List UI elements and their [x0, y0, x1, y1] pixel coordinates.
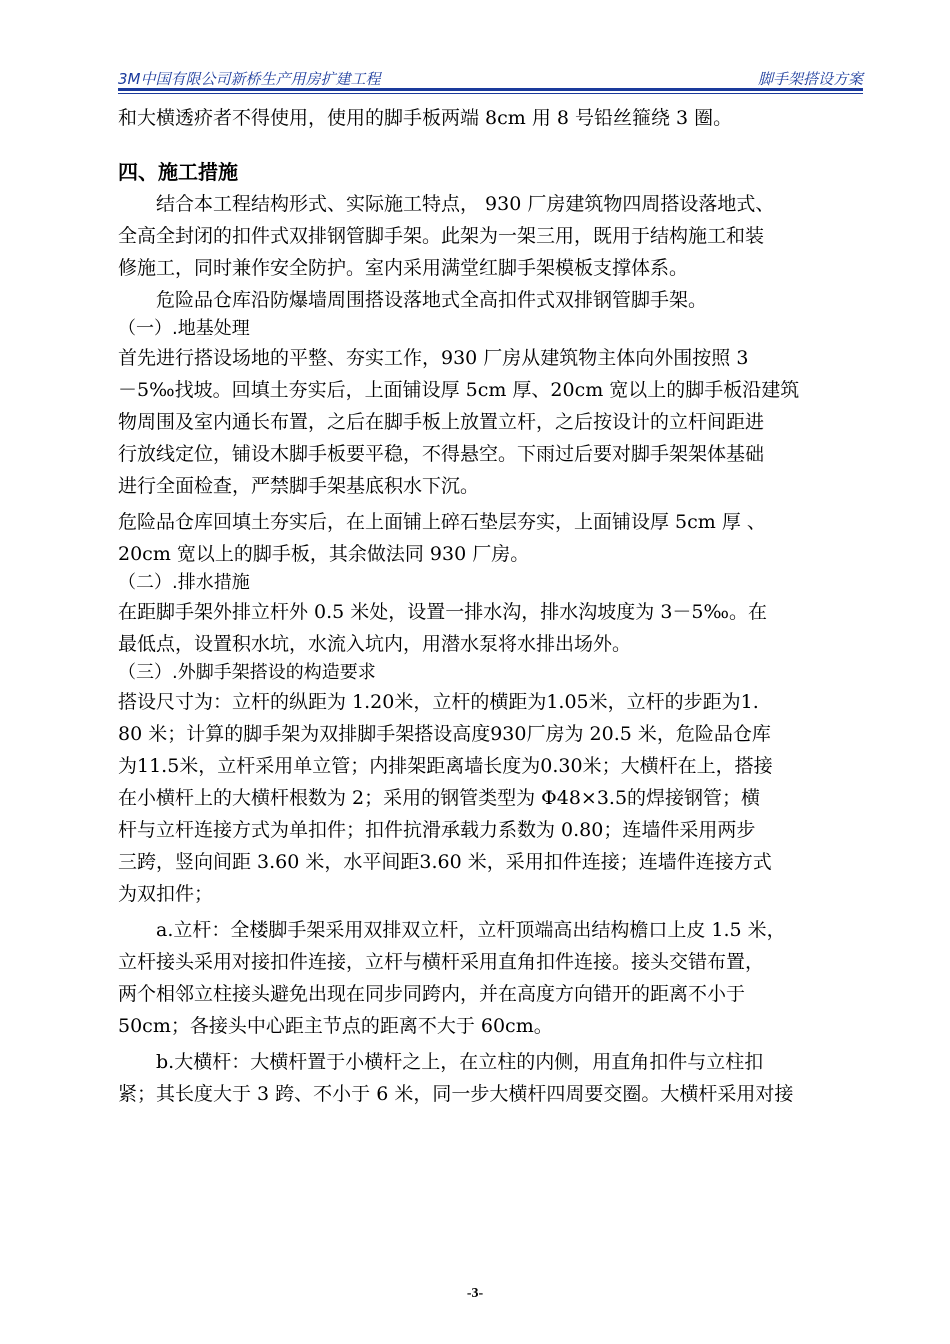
paragraph-line: 为11.5米，立杆采用单立管；内排架距离墙长度为0.30米；大横杆在上，搭接: [118, 755, 773, 777]
paragraph-line: 危险品仓库回填土夯实后，在上面铺上碎石垫层夯实，上面铺设厚 5cm 厚 、: [118, 511, 766, 533]
paragraph-line: 在小横杆上的大横杆根数为 2；采用的钢管类型为 Φ48×3.5的焊接钢管；横: [118, 787, 761, 809]
paragraph-line: 紧；其长度大于 3 跨、不小于 6 米，同一步大横杆四周要交圈。大横杆采用对接: [118, 1083, 794, 1105]
paragraph-line: 行放线定位，铺设木脚手板要平稳，不得悬空。下雨过后要对脚手架架体基础: [118, 443, 765, 465]
paragraph-8: [118, 1046, 866, 1110]
page-number: -3-: [466, 1286, 484, 1301]
header-document-title: 脚手架搭设方案: [757, 70, 863, 88]
paragraph-line: 80 米；计算的脚手架为双排脚手架搭设高度930厂房为 20.5 米，危险品仓库: [118, 723, 771, 745]
paragraph-line: 立杆接头采用对接扣件连接，立杆与横杆采用直角扣件连接。接头交错布置，: [118, 951, 765, 973]
paragraph-line: －5‰找坡。回填土夯实后，上面铺设厚 5cm 厚、20cm 宽以上的脚手板沿建筑: [118, 379, 800, 401]
subsection-heading-3: （三）.外脚手架搭设的构造要求: [118, 662, 376, 683]
header-rule-thin: [118, 93, 863, 94]
paragraph-line: 首先进行搭设场地的平整、夯实工作，930 厂房从建筑物主体向外围按照 3: [118, 347, 749, 369]
paragraph-line: a.立杆：全楼脚手架采用双排双立杆，立杆顶端高出结构檐口上皮 1.5 米，: [118, 919, 786, 941]
paragraph-line: 在距脚手架外排立杆外 0.5 米处，设置一排水沟，排水沟坡度为 3－5‰。在: [118, 601, 768, 623]
paragraph-line: 20cm 宽以上的脚手板，其余做法同 930 厂房。: [118, 543, 530, 565]
paragraph-line: 为双扣件；: [118, 883, 214, 905]
paragraph-line: 50cm；各接头中心距主节点的距离不大于 60cm。: [118, 1015, 553, 1037]
paragraph-6: [118, 686, 866, 910]
paragraph-line: 修施工，同时兼作安全防护。室内采用满堂红脚手架模板支撑体系。: [118, 257, 689, 279]
paragraph-line: 杆与立杆连接方式为单扣件；扣件抗滑承载力系数为 0.80；连墙件采用两步: [118, 819, 756, 841]
paragraph-line: 最低点，设置积水坑，水流入坑内，用潜水泵将水排出场外。: [118, 633, 632, 655]
paragraph-3: [118, 342, 866, 502]
paragraph-line: 搭设尺寸为：立杆的纵距为 1.20米，立杆的横距为1.05米，立杆的步距为1.: [118, 691, 759, 713]
document-body: [118, 102, 866, 1110]
paragraph-1: [118, 188, 866, 284]
header-project-title: 3M中国有限公司新桥生产用房扩建工程: [118, 70, 381, 88]
paragraph-line: 三跨，竖向间距 3.60 米，水平间距3.60 米，采用扣件连接；连墙件连接方式: [118, 851, 772, 873]
paragraph-line: 进行全面检查，严禁脚手架基底积水下沉。: [118, 475, 480, 497]
subsection-heading-1: （一）.地基处理: [118, 318, 250, 339]
paragraph-2: 危险品仓库沿防爆墙周围搭设落地式全高扣件式双排钢管脚手架。: [118, 289, 708, 311]
paragraph-line: 结合本工程结构形式、实际施工特点， 930 厂房建筑物四周搭设落地式、: [118, 193, 775, 215]
intro-line: 和大横透疥者不得使用，使用的脚手板两端 8cm 用 8 号铅丝箍绕 3 圈。: [118, 107, 733, 129]
paragraph-line: 两个相邻立柱接头避免出现在同步同跨内，并在高度方向错开的距离不小于: [118, 983, 746, 1005]
subsection-heading-2: （二）.排水措施: [118, 572, 250, 593]
paragraph-7: [118, 914, 866, 1042]
header-rule-thick: [118, 88, 863, 91]
paragraph-line: 物周围及室内通长布置，之后在脚手板上放置立杆，之后按设计的立杆间距进: [118, 411, 765, 433]
paragraph-line: 全高全封闭的扣件式双排钢管脚手架。此架为一架三用，既用于结构施工和装: [118, 225, 765, 247]
paragraph-4: [118, 506, 866, 570]
paragraph-5: [118, 596, 866, 660]
section-heading: 四、施工措施: [118, 160, 238, 184]
paragraph-line: b.大横杆：大横杆置于小横杆之上，在立柱的内侧，用直角扣件与立柱扣: [118, 1051, 764, 1073]
page-header: [118, 64, 863, 90]
